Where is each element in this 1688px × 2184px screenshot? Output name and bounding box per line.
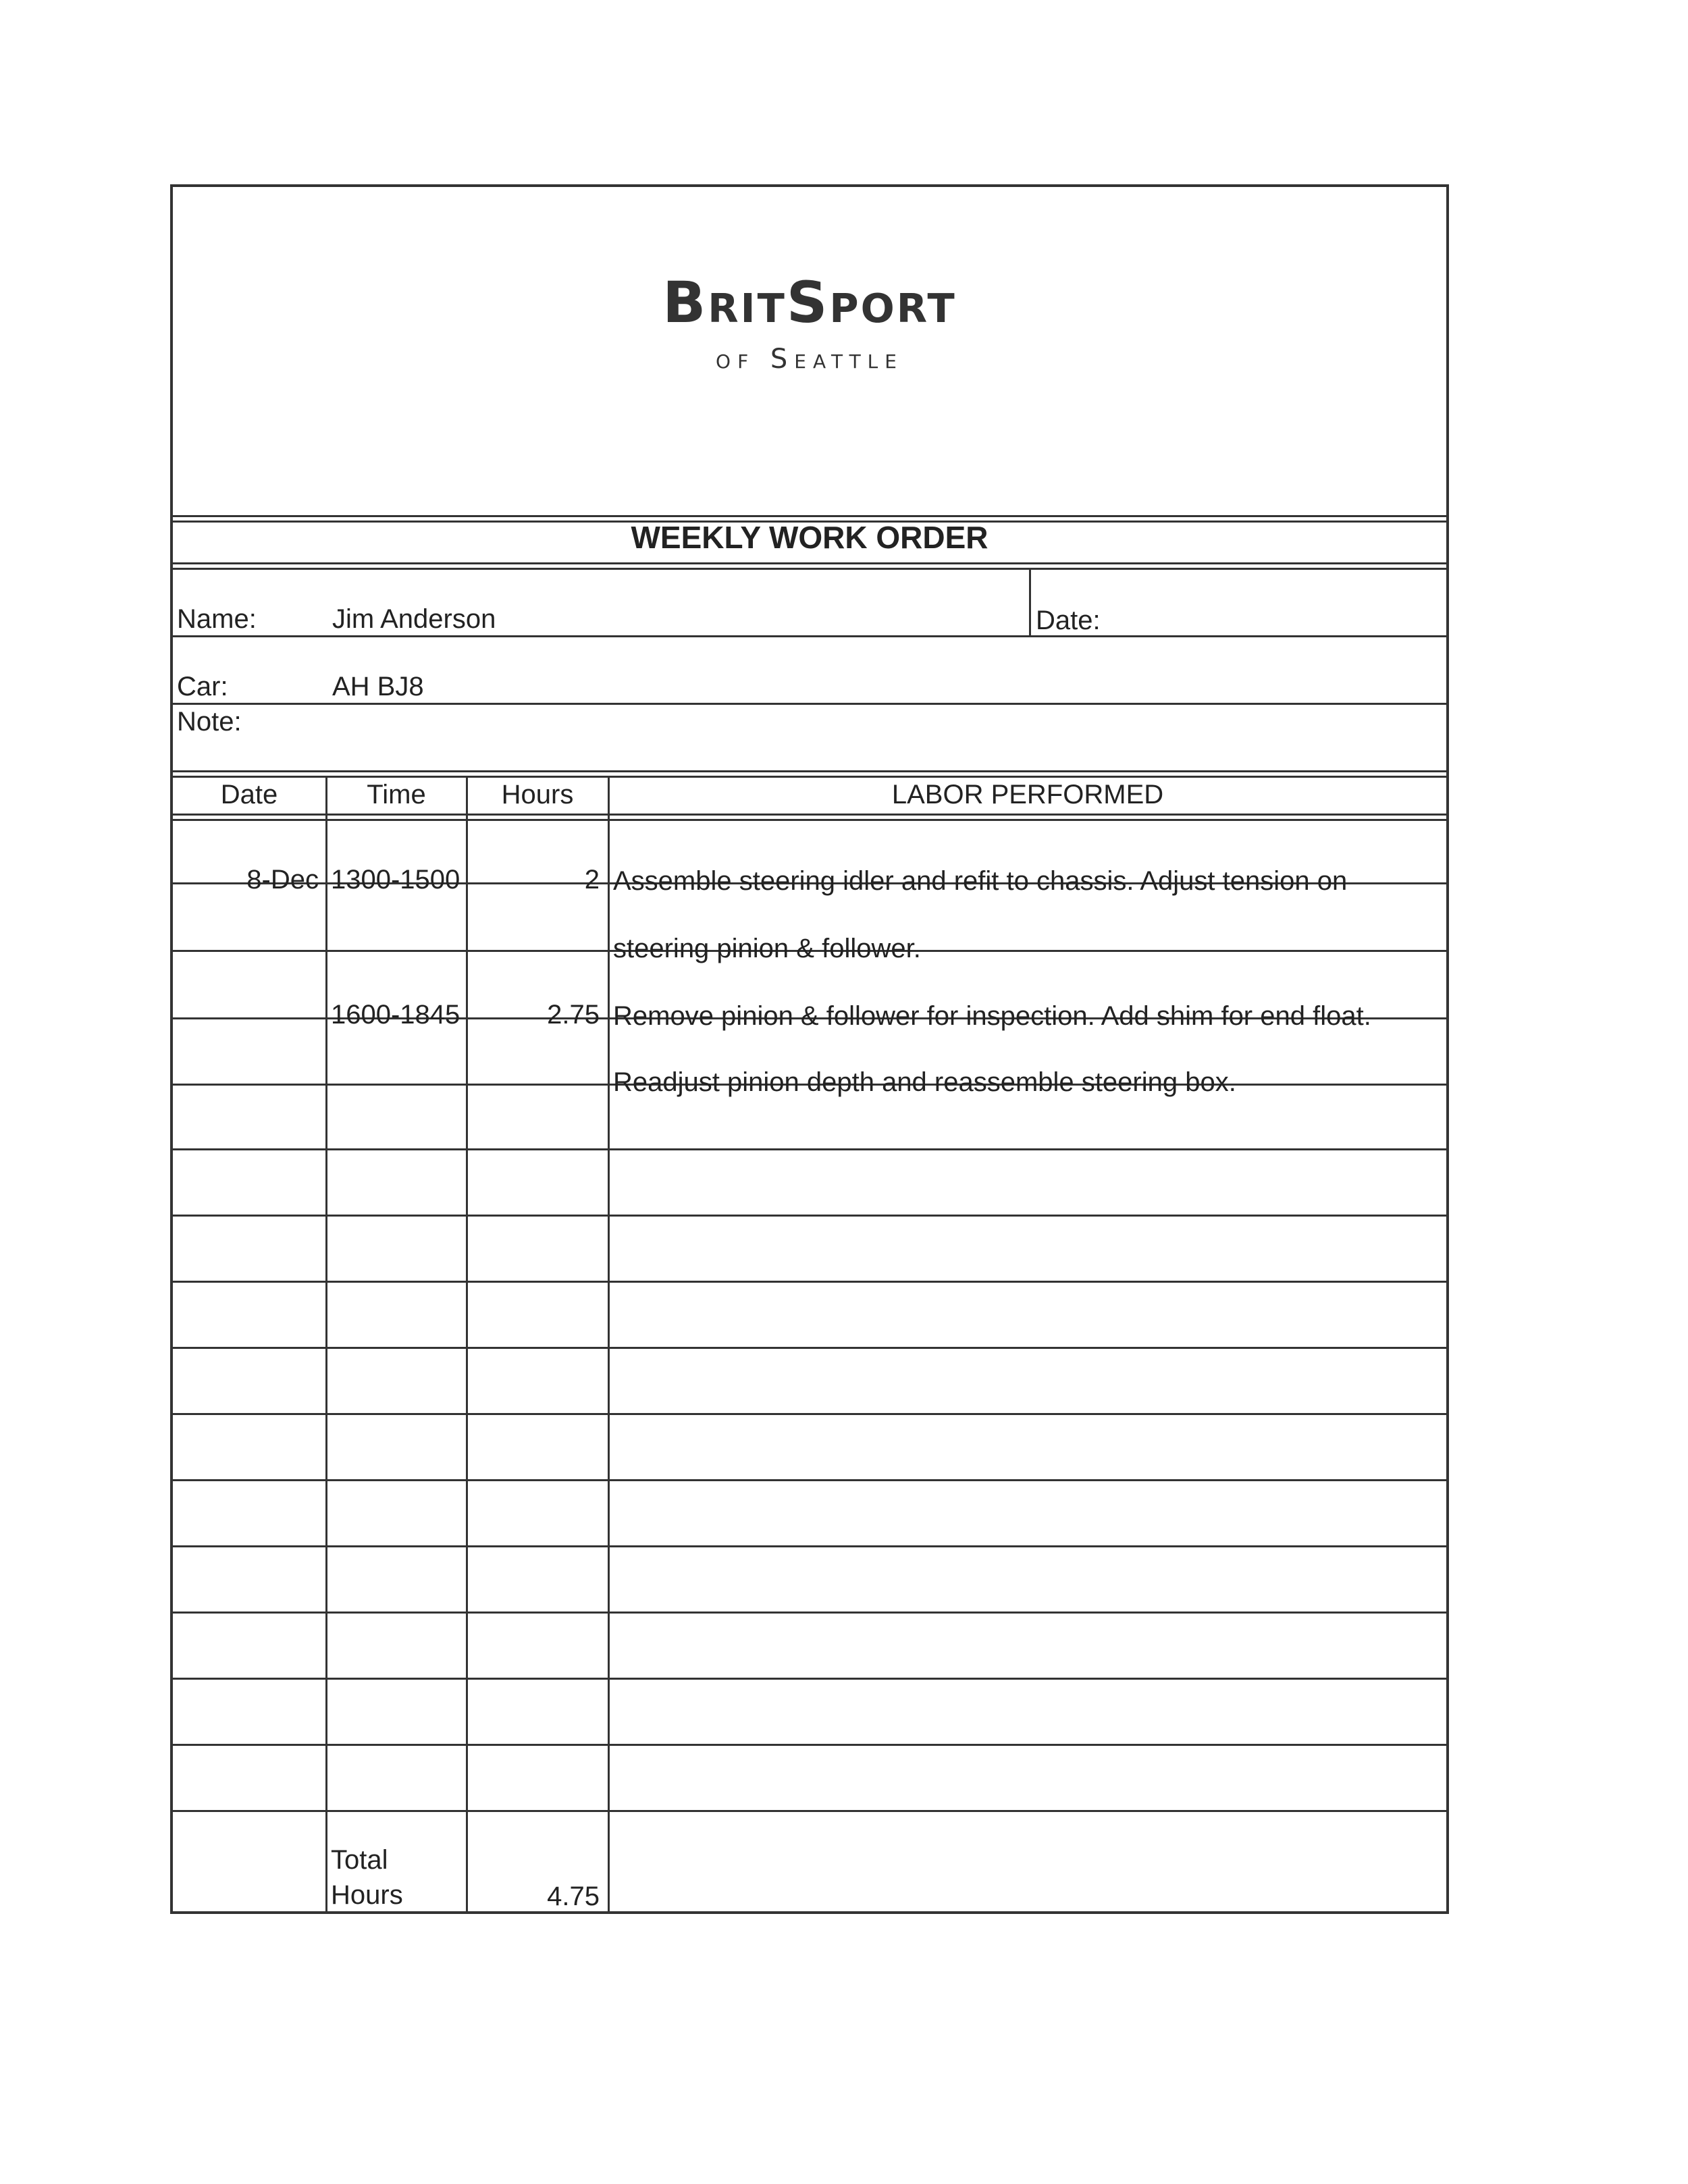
- car-value: AH BJ8: [332, 672, 424, 701]
- divider: [173, 515, 1446, 517]
- work-order-form: [170, 184, 1449, 1914]
- divider: [173, 703, 1446, 705]
- divider: [173, 1413, 1446, 1415]
- table-row-labor: Assemble steering idler and refit to chassis. Adjust tension on: [613, 866, 1348, 896]
- divider: [173, 776, 1446, 778]
- name-value: Jim Anderson: [332, 604, 496, 634]
- name-label: Name:: [177, 604, 257, 634]
- divider: [173, 1612, 1446, 1614]
- table-row-labor: Readjust pinion depth and reassemble steering box.: [613, 1067, 1236, 1097]
- total-hours-label: Total: [331, 1845, 388, 1875]
- table-row-labor: steering pinion & follower.: [613, 934, 921, 963]
- table-row-time: 1600-1845: [331, 1000, 460, 1030]
- table-row-hours: 2.75: [547, 1000, 600, 1030]
- divider: [173, 1281, 1446, 1283]
- divider: [173, 1810, 1446, 1812]
- divider: [173, 562, 1446, 564]
- date-label: Date:: [1036, 606, 1101, 635]
- table-row-date: 8-Dec: [246, 865, 319, 895]
- total-hours-label: Hours: [331, 1880, 403, 1910]
- col-header-date: Date: [220, 780, 278, 809]
- note-label: Note:: [177, 707, 242, 737]
- brand-subtitle: of Seattle: [716, 344, 903, 375]
- divider: [173, 635, 1446, 637]
- divider: [173, 1148, 1446, 1150]
- divider: [325, 776, 327, 1914]
- col-header-labor: LABOR PERFORMED: [891, 780, 1164, 809]
- brand-logo: BritSport: [662, 269, 957, 336]
- total-hours-value: 4.75: [547, 1882, 600, 1911]
- divider: [466, 776, 468, 1914]
- divider: [173, 568, 1446, 570]
- divider: [173, 814, 1446, 816]
- table-row-labor: Remove pinion & follower for inspection. Add shim for end float.: [613, 1001, 1371, 1031]
- page-title: WEEKLY WORK ORDER: [631, 520, 988, 555]
- divider: [173, 1545, 1446, 1547]
- car-label: Car:: [177, 672, 228, 701]
- divider: [1029, 569, 1031, 635]
- table-row-hours: 2: [584, 865, 600, 895]
- divider: [173, 1479, 1446, 1481]
- divider: [173, 1678, 1446, 1680]
- divider: [173, 1744, 1446, 1746]
- table-row-time: 1300-1500: [331, 865, 460, 895]
- col-header-time: Time: [367, 780, 426, 809]
- col-header-hours: Hours: [501, 780, 574, 809]
- divider: [173, 1347, 1446, 1349]
- divider: [173, 770, 1446, 772]
- divider: [173, 1215, 1446, 1217]
- divider: [608, 776, 610, 1914]
- divider: [173, 819, 1446, 821]
